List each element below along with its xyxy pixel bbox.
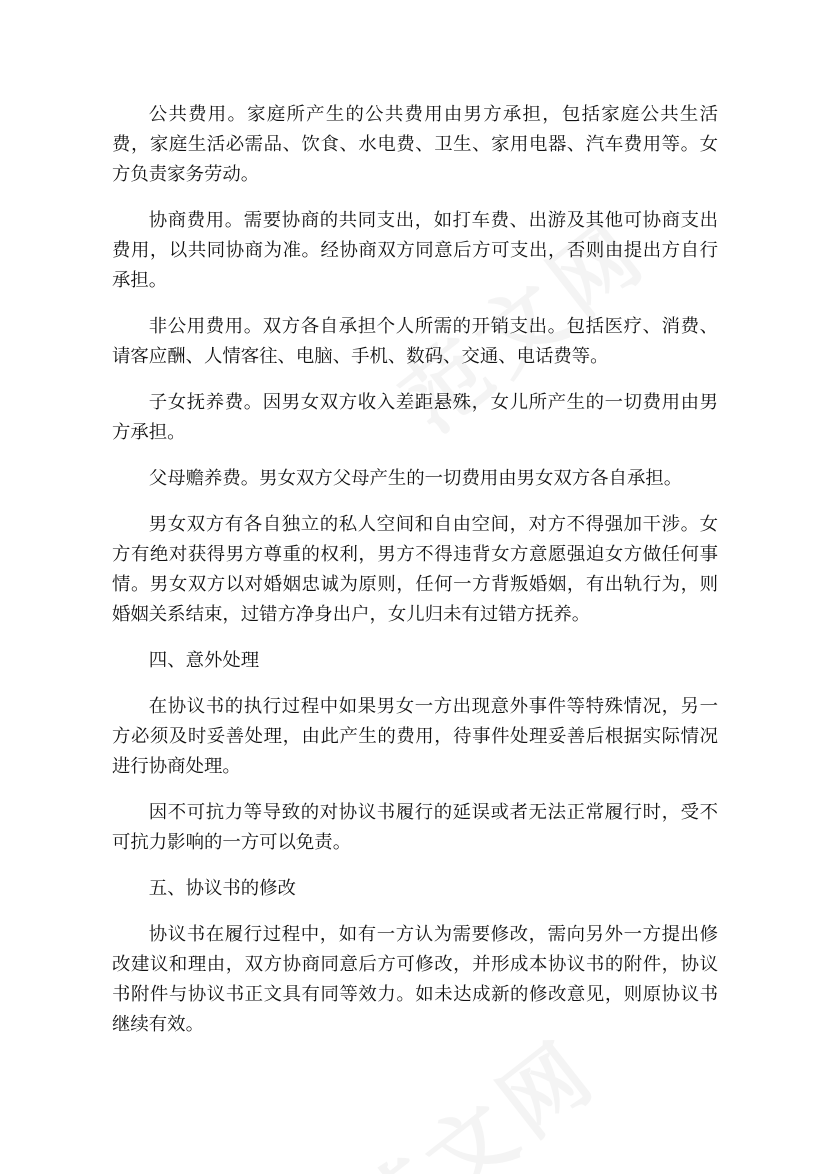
paragraph-accident-handling: 在协议书的执行过程中如果男女一方出现意外事件等特殊情况，另一方必须及时妥善处理，由此产生的费用，待事件处理妥善后根据实际情况进行协商处理。 (112, 696, 718, 777)
paragraph-amendment: 协议书在履行过程中，如有一方认为需要修改，需向另外一方提出修改建议和理由，双方协商同意后方可修改，并形成本协议书的附件，协议书附件与协议书正文具有同等效力。如未达成新的修改意见，则原协议书继续有效。 (112, 924, 718, 1035)
document-body (112, 100, 718, 1056)
paragraph-non-public-expenses: 非公用费用。双方各自承担个人所需的开销支出。包括医疗、消费、请客应酬、人情客往、电脑、手机、数码、交通、电话费等。 (112, 316, 718, 367)
paragraph-public-expenses: 公共费用。家庭所产生的公共费用由男方承担，包括家庭公共生活费，家庭生活必需品、饮食、水电费、卫生、家用电器、汽车费用等。女方负责家务劳动。 (112, 104, 718, 185)
paragraph-parent-support: 父母赡养费。男女双方父母产生的一切费用由男女双方各自承担。 (148, 468, 683, 489)
section-heading-amendment: 五、协议书的修改 (148, 878, 296, 899)
paragraph-force-majeure: 因不可抗力等导致的对协议书履行的延误或者无法正常履行时，受不可抗力影响的一方可以免责。 (112, 802, 718, 853)
paragraph-child-support: 子女抚养费。因男女双方收入差距悬殊，女儿所产生的一切费用由男方承担。 (112, 392, 718, 443)
section-heading-accident: 四、意外处理 (148, 650, 260, 671)
paragraph-personal-space: 男女双方有各自独立的私人空间和自由空间，对方不得强加干涉。女方有绝对获得男方尊重的权利，男方不得违背女方意愿强迫女方做任何事情。男女双方以对婚姻忠诚为原则，任何一方背叛婚姻，有出轨行为，则婚姻关系结束，过错方净身出户，女儿归未有过错方抚养。 (112, 514, 718, 625)
paragraph-negotiated-expenses: 协商费用。需要协商的共同支出，如打车费、出游及其他可协商支出费用，以共同协商为准。经协商双方同意后方可支出，否则由提出方自行承担。 (112, 210, 718, 291)
